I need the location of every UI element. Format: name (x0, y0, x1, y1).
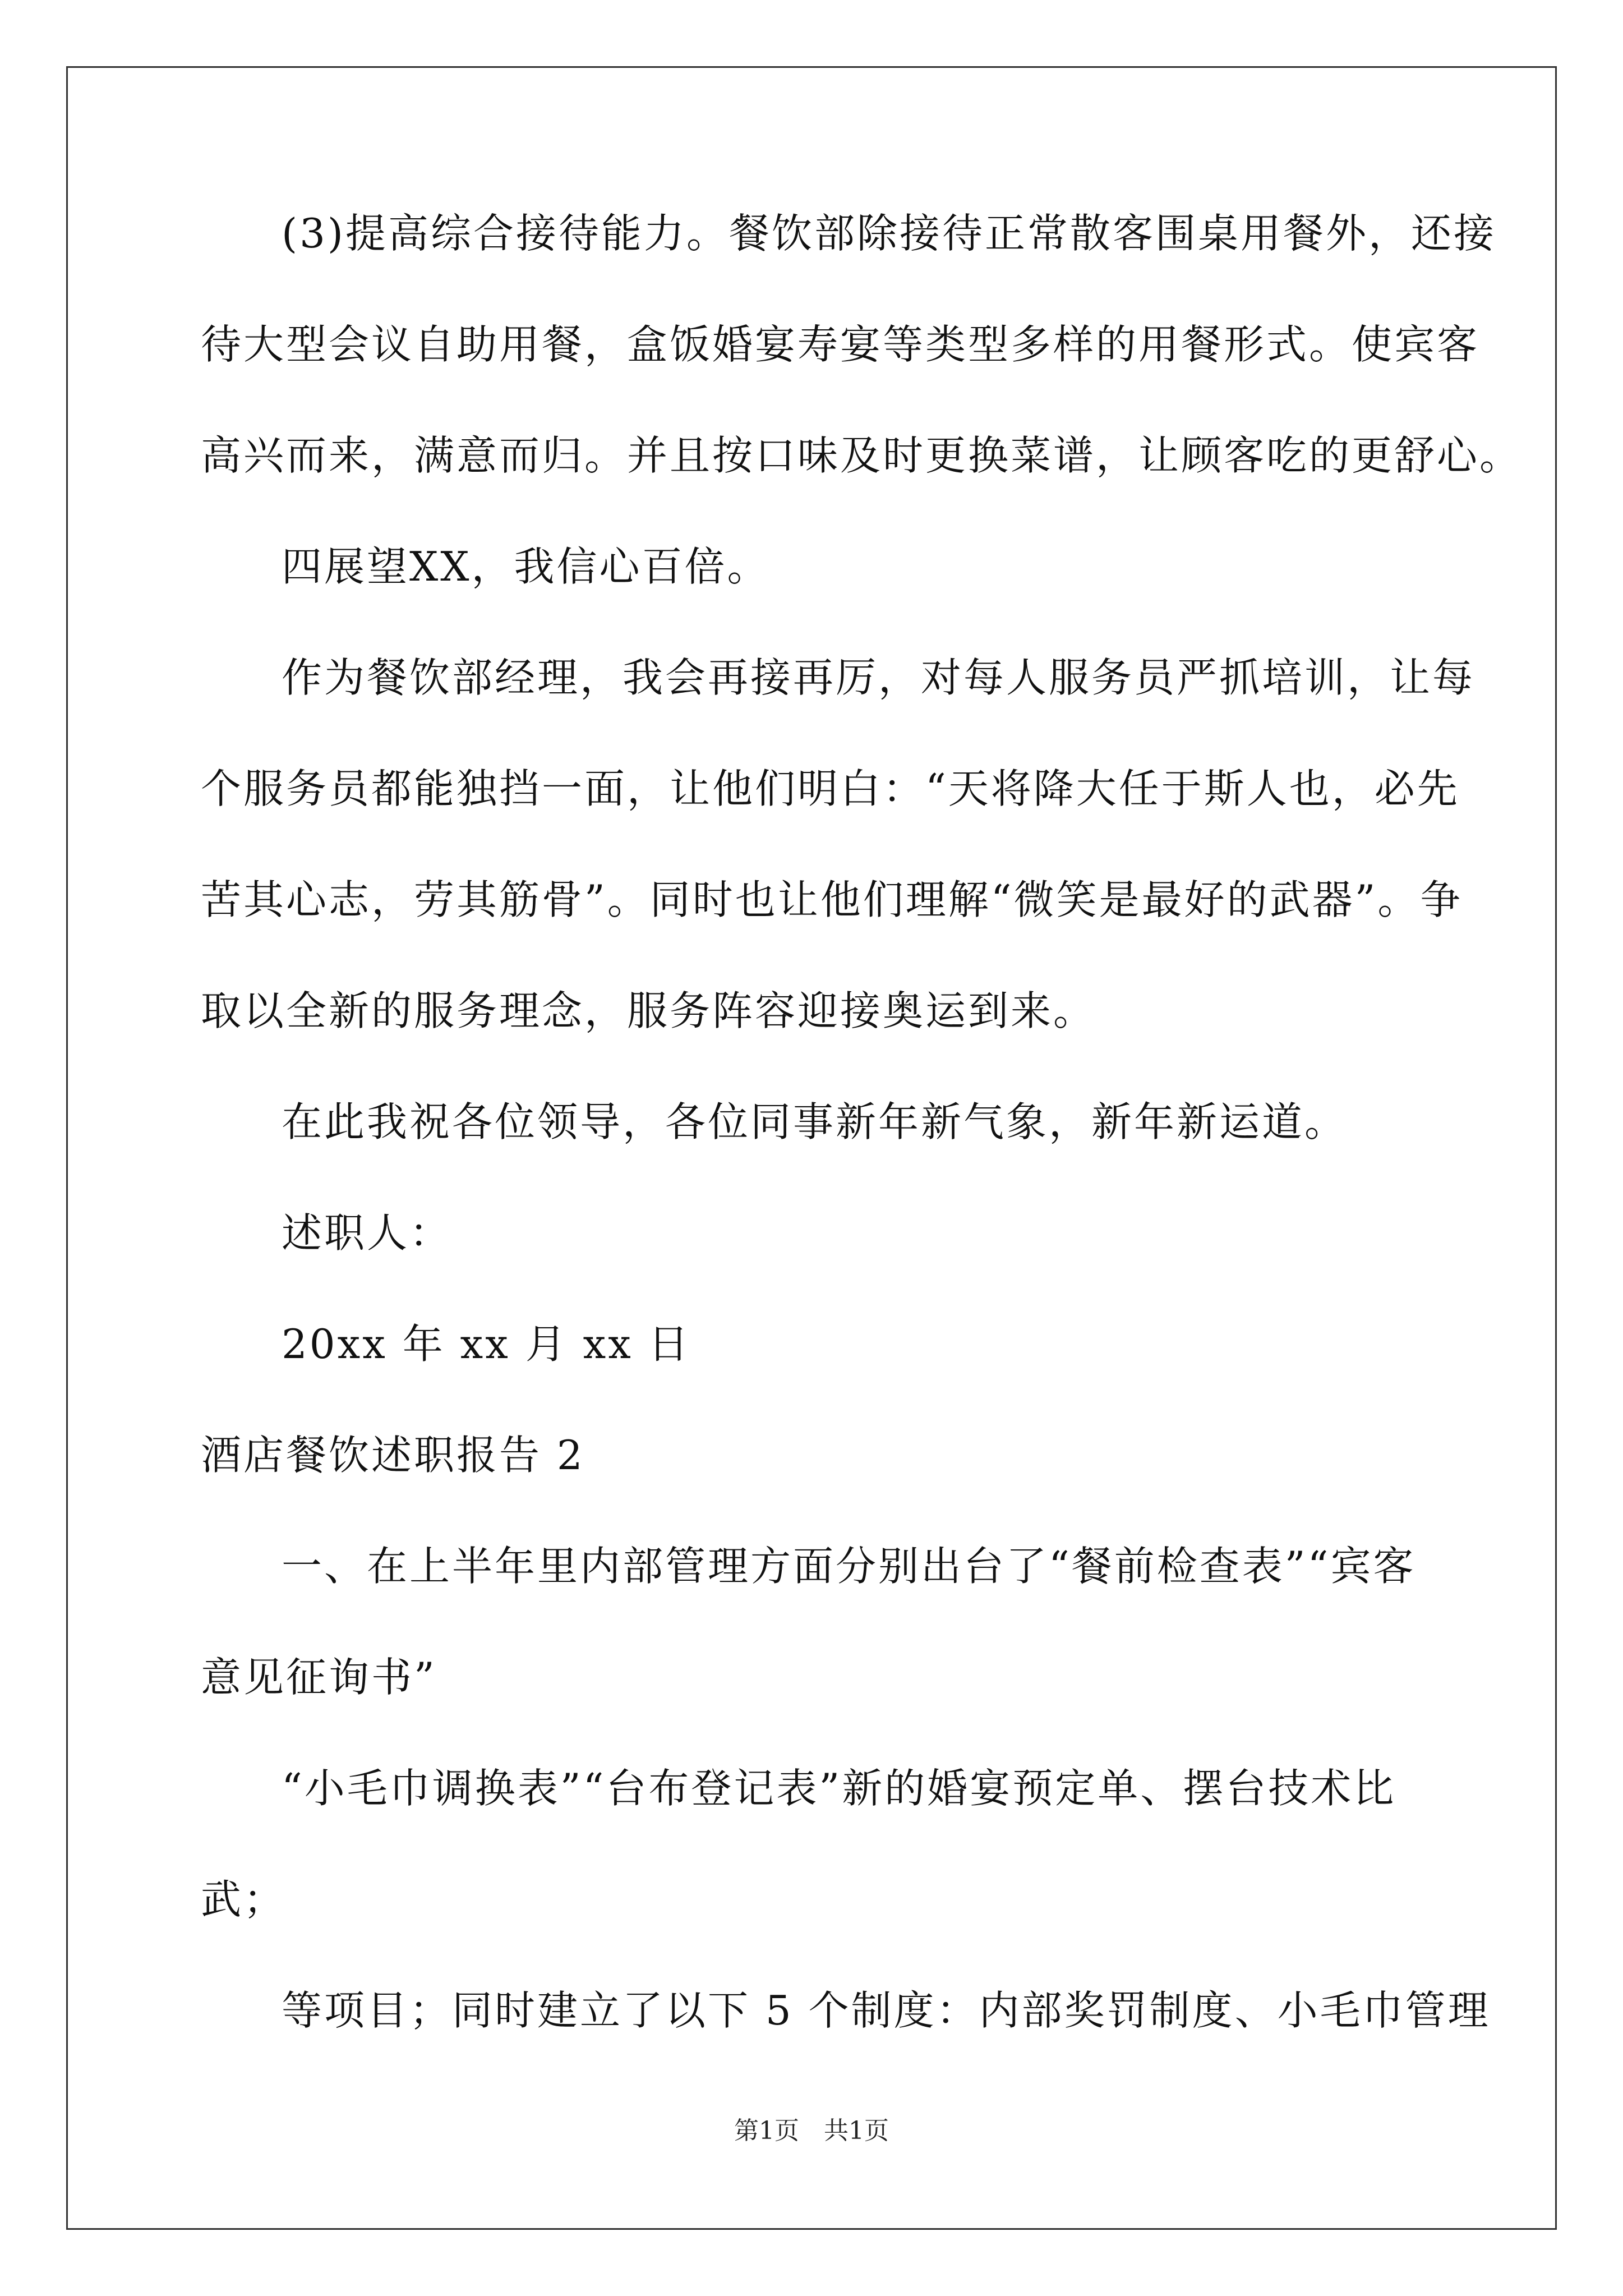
text-line: 个服务员都能独挡一面，让他们明白：“天将降大任于斯人也，必先 (201, 765, 1460, 812)
text-line: 高兴而来，满意而归。并且按口味及时更换菜谱，让顾客吃的更舒心。 (201, 432, 1523, 479)
text-line: (3)提高综合接待能力。餐饮部除接待正常散客围桌用餐外，还接 (282, 210, 1496, 257)
text-line: 作为餐饮部经理，我会再接再厉，对每人服务员严抓培训，让每 (282, 654, 1476, 701)
text-line: 苦其心志，劳其筋骨”。同时也让他们理解“微笑是最好的武器”。争 (201, 876, 1463, 923)
text-line: 等项目；同时建立了以下 5 个制度：内部奖罚制度、小毛巾管理 (282, 1987, 1491, 2034)
text-line: 取以全新的服务理念，服务阵容迎接奥运到来。 (201, 987, 1096, 1034)
text-line: 武； (201, 1876, 287, 1923)
section-heading: 酒店餐饮述职报告 2 (201, 1432, 585, 1479)
text-line: “小毛巾调换表”“台布登记表”新的婚宴预定单、摆台技术比 (282, 1765, 1396, 1812)
text-line: 四展望XX，我信心百倍。 (282, 543, 770, 590)
text-line: 意见征询书” (201, 1654, 437, 1701)
text-line: 一、在上半年里内部管理方面分别出台了“餐前检查表”“宾客 (282, 1543, 1416, 1590)
text-line: 述职人： (282, 1209, 453, 1257)
text-line: 待大型会议自助用餐，盒饭婚宴寿宴等类型多样的用餐形式。使宾客 (201, 321, 1480, 368)
text-line: 在此我祝各位领导，各位同事新年新气象，新年新运道。 (282, 1098, 1348, 1145)
page-number: 第1页 共1页 (734, 2116, 889, 2145)
text-line: 20xx 年 xx 月 xx 日 (282, 1320, 691, 1368)
page-border (66, 66, 1557, 2230)
